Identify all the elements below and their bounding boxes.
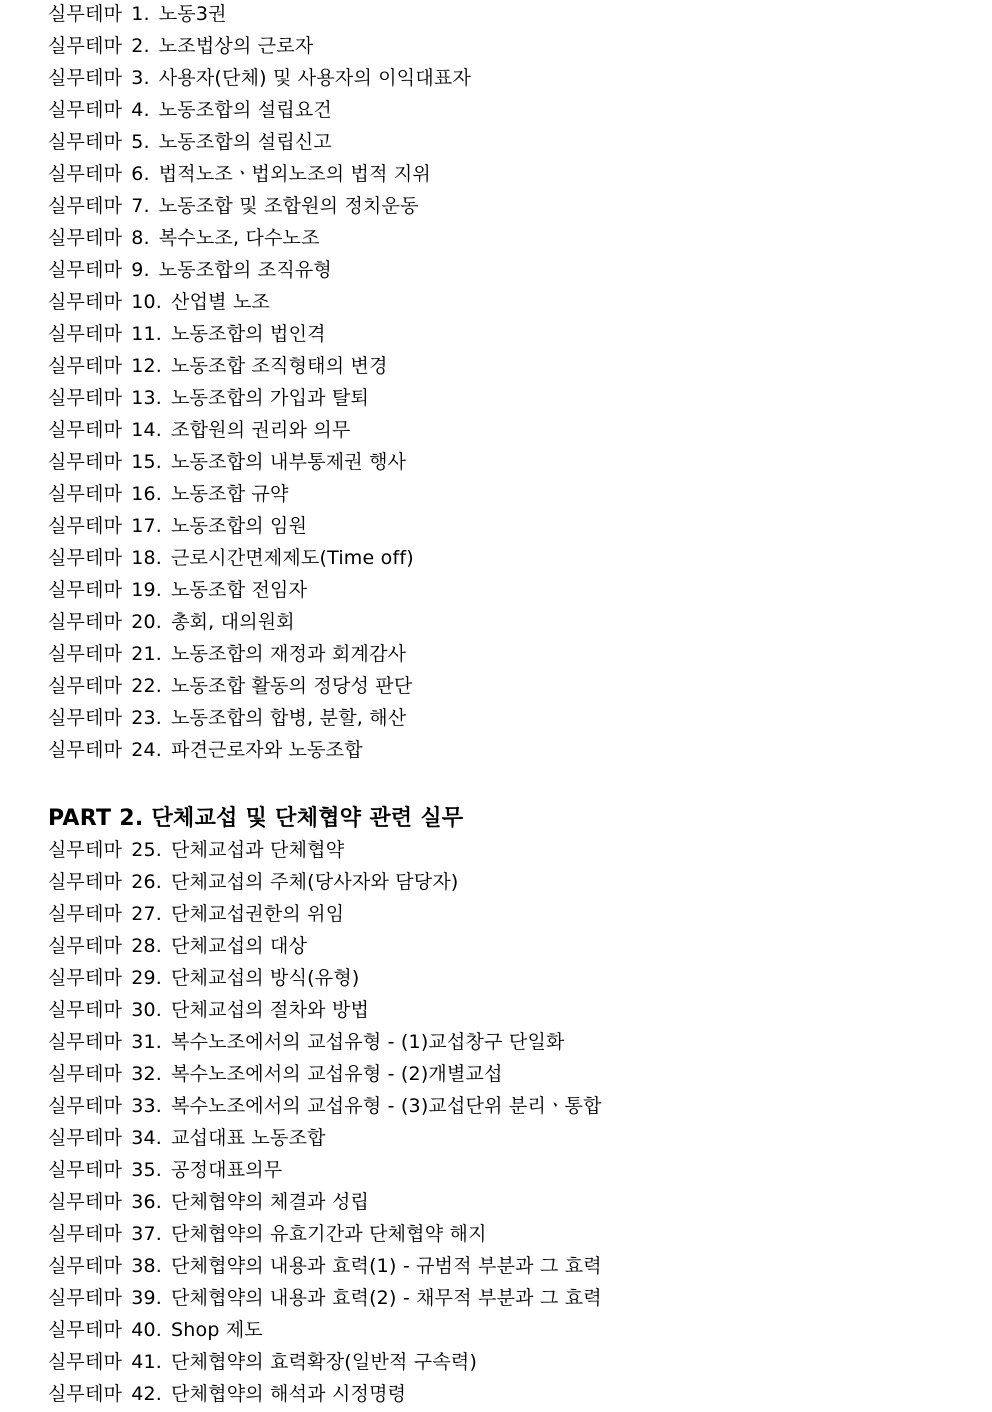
theme-title: 노동조합 활동의 정당성 판단 xyxy=(171,675,413,697)
theme-title: 노동조합의 합병, 분할, 해산 xyxy=(171,707,407,729)
theme-title: 노동조합의 임원 xyxy=(171,515,308,537)
list-item xyxy=(48,512,968,544)
theme-prefix: 실무테마 xyxy=(48,1255,123,1277)
theme-number: 9. xyxy=(131,259,150,281)
theme-title: 노동조합 조직형태의 변경 xyxy=(171,355,388,377)
theme-prefix: 실무테마 xyxy=(48,1159,123,1181)
theme-title: 노동조합의 설립신고 xyxy=(158,131,332,153)
list-item xyxy=(48,160,968,192)
theme-prefix: 실무테마 xyxy=(48,163,123,185)
theme-prefix: 실무테마 xyxy=(48,707,123,729)
theme-title: 단체교섭과 단체협약 xyxy=(171,839,345,861)
list-item xyxy=(48,672,968,704)
list-item xyxy=(48,96,968,128)
list-item xyxy=(48,1188,968,1220)
theme-number: 36. xyxy=(131,1191,163,1213)
theme-prefix: 실무테마 xyxy=(48,579,123,601)
theme-title: Shop 제도 xyxy=(171,1319,263,1341)
theme-title: 공정대표의무 xyxy=(171,1159,283,1181)
list-item xyxy=(48,352,968,384)
theme-title: 복수노조에서의 교섭유형 - (1)교섭창구 단일화 xyxy=(171,1031,565,1053)
list-item xyxy=(48,1220,968,1252)
list-item xyxy=(48,608,968,640)
theme-prefix: 실무테마 xyxy=(48,419,123,441)
theme-prefix: 실무테마 xyxy=(48,967,123,989)
list-item xyxy=(48,192,968,224)
theme-number: 30. xyxy=(131,999,163,1021)
theme-prefix: 실무테마 xyxy=(48,259,123,281)
theme-title: 단체교섭의 주체(당사자와 담당자) xyxy=(171,871,459,893)
theme-title: 총회, 대의원회 xyxy=(171,611,295,633)
list-item xyxy=(48,736,968,768)
theme-title: 법적노조ㆍ법외노조의 법적 지위 xyxy=(158,163,431,185)
list-item xyxy=(48,384,968,416)
theme-prefix: 실무테마 xyxy=(48,1031,123,1053)
theme-prefix: 실무테마 xyxy=(48,547,123,569)
theme-prefix: 실무테마 xyxy=(48,611,123,633)
theme-number: 8. xyxy=(131,227,150,249)
theme-number: 10. xyxy=(131,291,163,313)
theme-title: 사용자(단체) 및 사용자의 이익대표자 xyxy=(158,67,472,89)
theme-prefix: 실무테마 xyxy=(48,515,123,537)
theme-number: 7. xyxy=(131,195,150,217)
list-item xyxy=(48,448,968,480)
theme-prefix: 실무테마 xyxy=(48,739,123,761)
theme-title: 노동조합의 내부통제권 행사 xyxy=(171,451,407,473)
list-item xyxy=(48,320,968,352)
theme-number: 12. xyxy=(131,355,163,377)
theme-number: 13. xyxy=(131,387,163,409)
theme-title: 노동조합의 법인격 xyxy=(171,323,326,345)
theme-title: 노동조합 규약 xyxy=(171,483,289,505)
theme-title: 복수노조, 다수노조 xyxy=(158,227,320,249)
theme-number: 41. xyxy=(131,1351,163,1373)
theme-title: 단체교섭의 방식(유형) xyxy=(171,967,360,989)
theme-number: 11. xyxy=(131,323,163,345)
list-item xyxy=(48,0,968,32)
theme-prefix: 실무테마 xyxy=(48,1287,123,1309)
theme-prefix: 실무테마 xyxy=(48,1191,123,1213)
theme-prefix: 실무테마 xyxy=(48,99,123,121)
list-item xyxy=(48,900,968,932)
theme-number: 33. xyxy=(131,1095,163,1117)
theme-prefix: 실무테마 xyxy=(48,839,123,861)
theme-title: 노동조합의 설립요건 xyxy=(158,99,332,121)
theme-prefix: 실무테마 xyxy=(48,355,123,377)
theme-title: 교섭대표 노동조합 xyxy=(171,1127,326,1149)
theme-number: 15. xyxy=(131,451,163,473)
theme-prefix: 실무테마 xyxy=(48,675,123,697)
theme-prefix: 실무테마 xyxy=(48,903,123,925)
list-item xyxy=(48,1092,968,1124)
theme-title: 단체협약의 해석과 시정명령 xyxy=(171,1383,407,1405)
theme-prefix: 실무테마 xyxy=(48,387,123,409)
theme-prefix: 실무테마 xyxy=(48,1063,123,1085)
theme-number: 32. xyxy=(131,1063,163,1085)
theme-number: 5. xyxy=(131,131,150,153)
list-item xyxy=(48,288,968,320)
theme-number: 38. xyxy=(131,1255,163,1277)
theme-number: 27. xyxy=(131,903,163,925)
theme-number: 35. xyxy=(131,1159,163,1181)
theme-number: 3. xyxy=(131,67,150,89)
theme-number: 29. xyxy=(131,967,163,989)
theme-number: 20. xyxy=(131,611,163,633)
theme-prefix: 실무테마 xyxy=(48,291,123,313)
theme-number: 37. xyxy=(131,1223,163,1245)
list-item xyxy=(48,576,968,608)
list-item xyxy=(48,1124,968,1156)
theme-number: 28. xyxy=(131,935,163,957)
list-item xyxy=(48,128,968,160)
theme-prefix: 실무테마 xyxy=(48,1095,123,1117)
theme-number: 40. xyxy=(131,1319,163,1341)
theme-number: 31. xyxy=(131,1031,163,1053)
theme-title: 복수노조에서의 교섭유형 - (2)개별교섭 xyxy=(171,1063,503,1085)
theme-title: 노동조합의 조직유형 xyxy=(158,259,332,281)
theme-number: 25. xyxy=(131,839,163,861)
theme-prefix: 실무테마 xyxy=(48,871,123,893)
list-item xyxy=(48,964,968,996)
theme-number: 19. xyxy=(131,579,163,601)
theme-prefix: 실무테마 xyxy=(48,1351,123,1373)
theme-prefix: 실무테마 xyxy=(48,1383,123,1405)
list-item xyxy=(48,704,968,736)
theme-title: 단체교섭권한의 위임 xyxy=(171,903,345,925)
list-item xyxy=(48,868,968,900)
list-item xyxy=(48,224,968,256)
theme-number: 2. xyxy=(131,35,150,57)
list-item xyxy=(48,836,968,868)
theme-number: 34. xyxy=(131,1127,163,1149)
list-item xyxy=(48,1252,968,1284)
theme-title: 복수노조에서의 교섭유형 - (3)교섭단위 분리ㆍ통합 xyxy=(171,1095,602,1117)
theme-prefix: 실무테마 xyxy=(48,935,123,957)
theme-prefix: 실무테마 xyxy=(48,999,123,1021)
theme-title: 근로시간면제제도(Time off) xyxy=(171,547,414,569)
theme-prefix: 실무테마 xyxy=(48,1127,123,1149)
theme-prefix: 실무테마 xyxy=(48,3,123,25)
list-item xyxy=(48,1316,968,1348)
theme-number: 22. xyxy=(131,675,163,697)
list-item xyxy=(48,256,968,288)
list-item xyxy=(48,544,968,576)
theme-number: 17. xyxy=(131,515,163,537)
theme-prefix: 실무테마 xyxy=(48,483,123,505)
theme-prefix: 실무테마 xyxy=(48,323,123,345)
theme-title: 단체교섭의 대상 xyxy=(171,935,308,957)
theme-number: 21. xyxy=(131,643,163,665)
theme-prefix: 실무테마 xyxy=(48,227,123,249)
theme-title: 단체협약의 내용과 효력(1) - 규범적 부분과 그 효력 xyxy=(171,1255,602,1277)
table-of-contents xyxy=(48,0,968,1412)
list-item xyxy=(48,64,968,96)
list-item xyxy=(48,996,968,1028)
theme-number: 24. xyxy=(131,739,163,761)
theme-title: 산업별 노조 xyxy=(171,291,271,313)
theme-prefix: 실무테마 xyxy=(48,35,123,57)
theme-prefix: 실무테마 xyxy=(48,451,123,473)
theme-prefix: 실무테마 xyxy=(48,643,123,665)
list-item xyxy=(48,1284,968,1316)
theme-title: 노동조합 전임자 xyxy=(171,579,308,601)
theme-title: 노동3권 xyxy=(158,3,227,25)
theme-title: 단체협약의 체결과 성립 xyxy=(171,1191,370,1213)
theme-title: 조합원의 권리와 의무 xyxy=(171,419,351,441)
list-item xyxy=(48,932,968,964)
theme-title: 노동조합의 가입과 탈퇴 xyxy=(171,387,370,409)
theme-number: 16. xyxy=(131,483,163,505)
theme-title: 단체협약의 효력확장(일반적 구속력) xyxy=(171,1351,478,1373)
list-item xyxy=(48,480,968,512)
theme-number: 39. xyxy=(131,1287,163,1309)
theme-number: 23. xyxy=(131,707,163,729)
theme-number: 26. xyxy=(131,871,163,893)
theme-prefix: 실무테마 xyxy=(48,1223,123,1245)
list-item xyxy=(48,1060,968,1092)
theme-title: 파견근로자와 노동조합 xyxy=(171,739,363,761)
theme-title: 단체교섭의 절차와 방법 xyxy=(171,999,370,1021)
list-item xyxy=(48,1380,968,1412)
theme-number: 14. xyxy=(131,419,163,441)
theme-number: 1. xyxy=(131,3,150,25)
theme-title: 단체협약의 유효기간과 단체협약 해지 xyxy=(171,1223,487,1245)
part1-theme-list xyxy=(48,0,968,768)
theme-prefix: 실무테마 xyxy=(48,67,123,89)
list-item xyxy=(48,1348,968,1380)
theme-number: 6. xyxy=(131,163,150,185)
theme-title: 노동조합의 재정과 회계감사 xyxy=(171,643,407,665)
theme-prefix: 실무테마 xyxy=(48,195,123,217)
theme-number: 18. xyxy=(131,547,163,569)
theme-title: 단체협약의 내용과 효력(2) - 채무적 부분과 그 효력 xyxy=(171,1287,602,1309)
theme-title: 노동조합 및 조합원의 정치운동 xyxy=(158,195,419,217)
part2-heading: PART 2. 단체교섭 및 단체협약 관련 실무 xyxy=(48,806,464,831)
list-item xyxy=(48,640,968,672)
theme-title: 노조법상의 근로자 xyxy=(158,35,314,57)
theme-number: 42. xyxy=(131,1383,163,1405)
theme-prefix: 실무테마 xyxy=(48,131,123,153)
list-item xyxy=(48,416,968,448)
list-item xyxy=(48,32,968,64)
list-item xyxy=(48,1156,968,1188)
theme-number: 4. xyxy=(131,99,150,121)
part2-theme-list xyxy=(48,836,968,1412)
list-item xyxy=(48,1028,968,1060)
theme-prefix: 실무테마 xyxy=(48,1319,123,1341)
